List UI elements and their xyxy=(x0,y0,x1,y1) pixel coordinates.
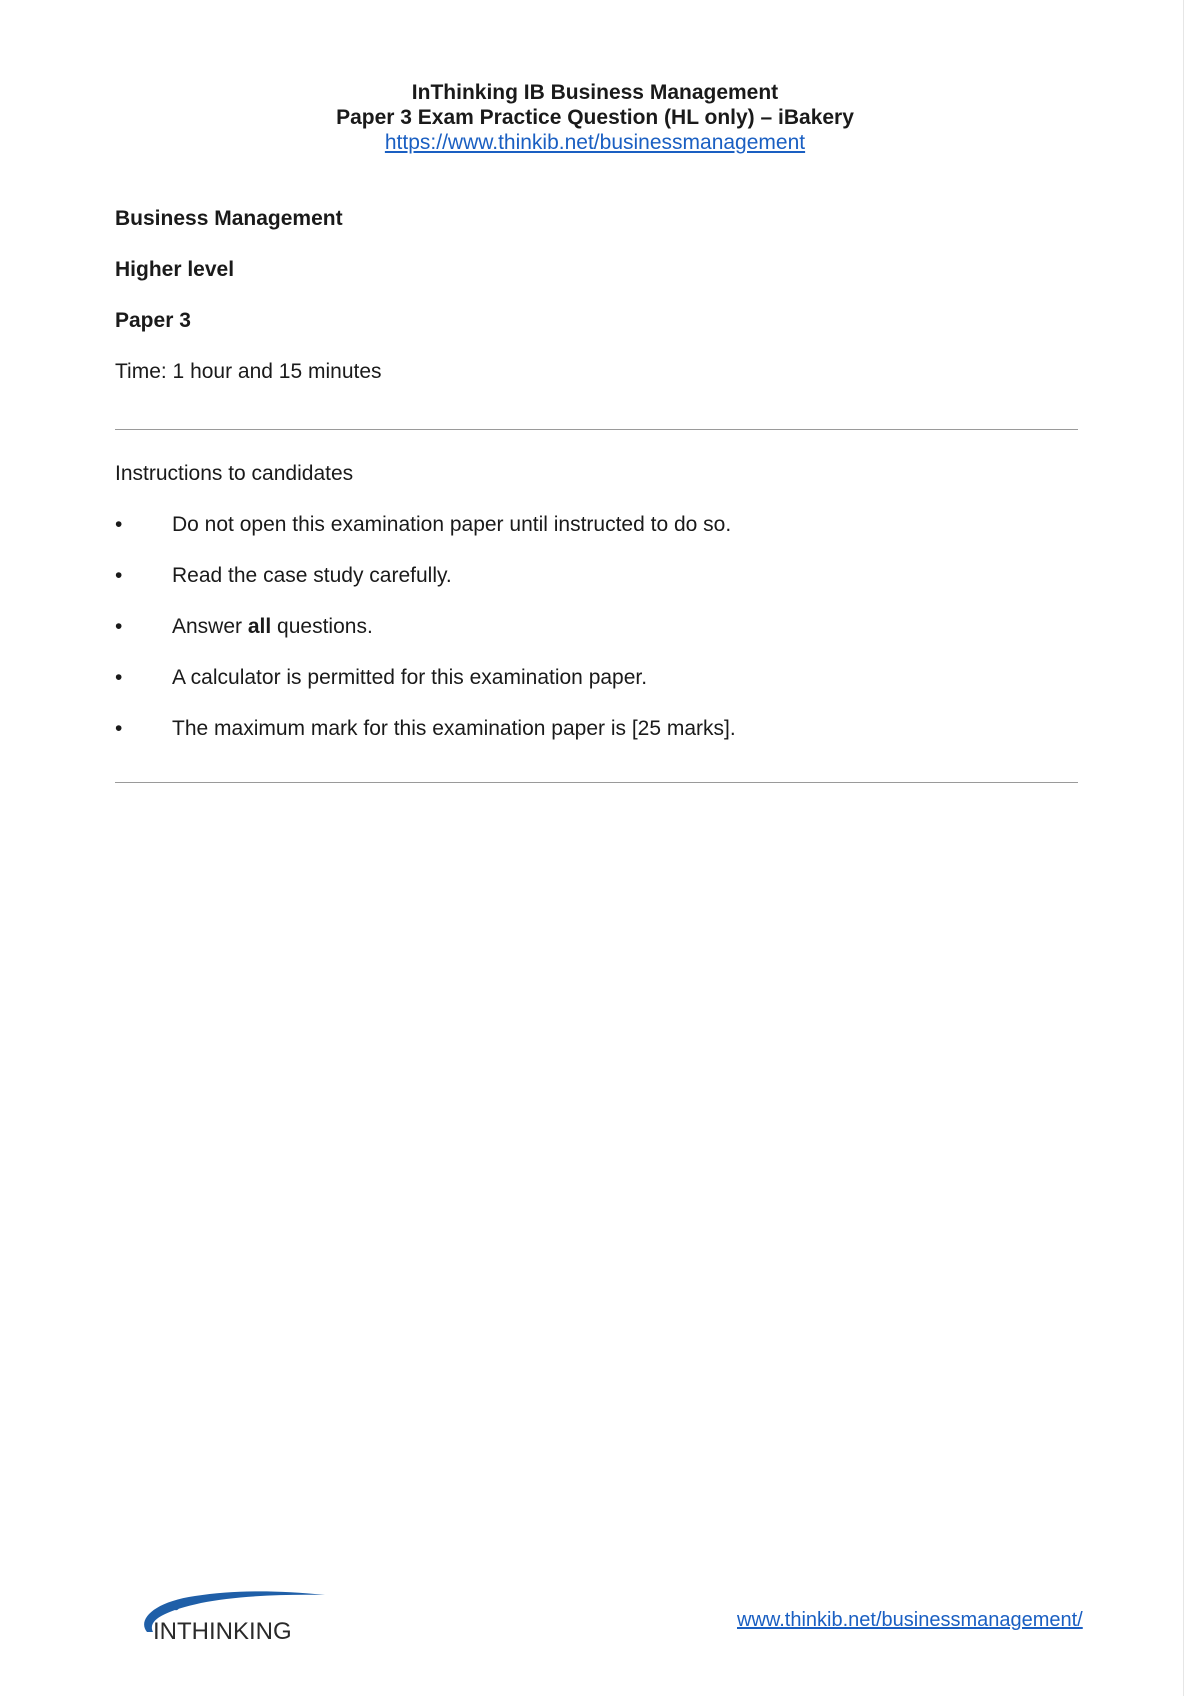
bullet-icon: • xyxy=(115,513,123,536)
instruction-text: Read the case study carefully. xyxy=(172,564,452,587)
page-edge-divider xyxy=(1183,0,1184,1696)
inthinking-logo xyxy=(135,1580,335,1650)
bottom-divider xyxy=(115,782,1078,783)
paper-label: Paper 3 xyxy=(115,309,191,332)
instruction-emphasis: all xyxy=(247,615,272,638)
instruction-text-after: questions. xyxy=(271,615,373,638)
header-title: InThinking IB Business Management xyxy=(411,81,779,104)
time-label: Time: 1 hour and 15 minutes xyxy=(115,360,382,383)
header-subtitle: Paper 3 Exam Practice Question (HL only) – iBakery xyxy=(336,106,854,129)
instruction-text: A calculator is permitted for this examination paper. xyxy=(172,666,648,689)
instruction-text xyxy=(172,615,373,639)
instruction-text: Do not open this examination paper until instructed to do so. xyxy=(172,513,732,536)
document-header xyxy=(0,80,1190,155)
top-divider xyxy=(115,429,1078,430)
inthinking-logo-icon xyxy=(135,1580,335,1650)
level-label: Higher level xyxy=(115,258,235,281)
bullet-icon: • xyxy=(115,564,123,587)
instruction-text: The maximum mark for this examination paper is [25 marks]. xyxy=(172,717,736,740)
inthinking-logo-text: INTHINKING xyxy=(153,1618,292,1645)
instruction-text-before: Answer xyxy=(172,615,248,638)
footer-link[interactable]: www.thinkib.net/businessmanagement/ xyxy=(737,1609,1083,1631)
header-link[interactable]: https://www.thinkib.net/businessmanagement xyxy=(384,131,806,154)
instructions-heading: Instructions to candidates xyxy=(115,462,354,485)
bullet-icon: • xyxy=(115,717,123,740)
bullet-icon: • xyxy=(115,615,123,638)
subject-label: Business Management xyxy=(115,207,343,230)
bullet-icon: • xyxy=(115,666,123,689)
